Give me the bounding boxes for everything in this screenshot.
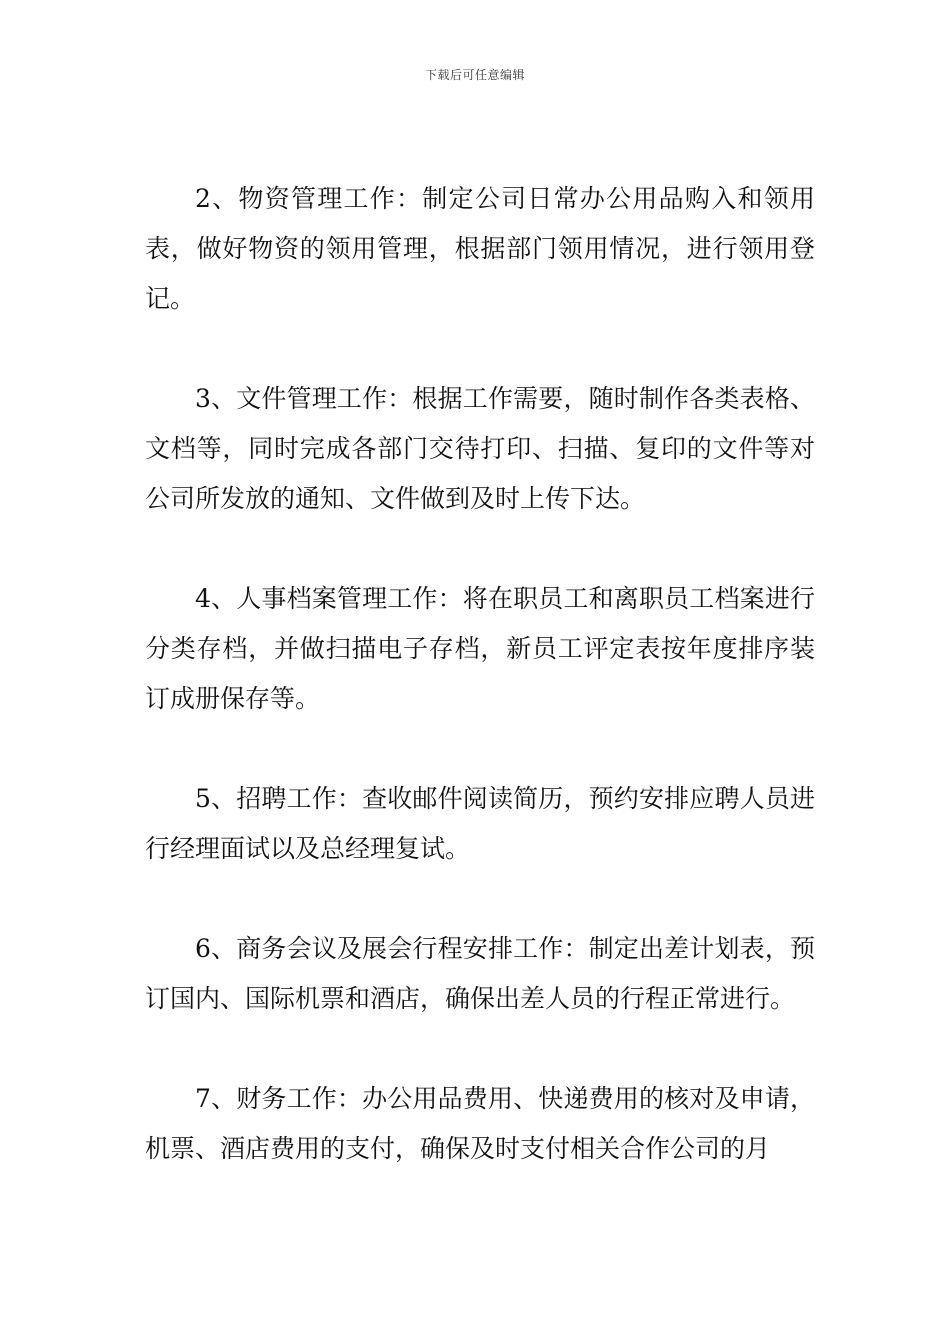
document-body bbox=[145, 174, 815, 1224]
page-header: 下载后可任意编辑 bbox=[424, 68, 525, 82]
paragraph-personnel-files: 4、人事档案管理工作：将在职员工和离职员工档案进行分类存档，并做扫描电子存档，新员工评定表按年度排序装订成册保存等。 bbox=[145, 584, 815, 713]
paragraph-recruitment: 5、招聘工作：查收邮件阅读简历，预约安排应聘人员进行经理面试以及总经理复试。 bbox=[145, 784, 815, 863]
paragraph-business-travel: 6、商务会议及展会行程安排工作：制定出差计划表，预订国内、国际机票和酒店，确保出差人员的行程正常进行。 bbox=[145, 934, 815, 1013]
paragraph-file-management: 3、文件管理工作：根据工作需要，随时制作各类表格、文档等，同时完成各部门交待打印、扫描、复印的文件等对公司所发放的通知、文件做到及时上传下达。 bbox=[145, 384, 815, 513]
paragraph-finance: 7、财务工作：办公用品费用、快递费用的核对及申请，机票、酒店费用的支付，确保及时支付相关合作公司的月 bbox=[145, 1084, 815, 1163]
paragraph-supplies-management: 2、物资管理工作：制定公司日常办公用品购入和领用表，做好物资的领用管理，根据部门领用情况，进行领用登记。 bbox=[145, 184, 815, 313]
